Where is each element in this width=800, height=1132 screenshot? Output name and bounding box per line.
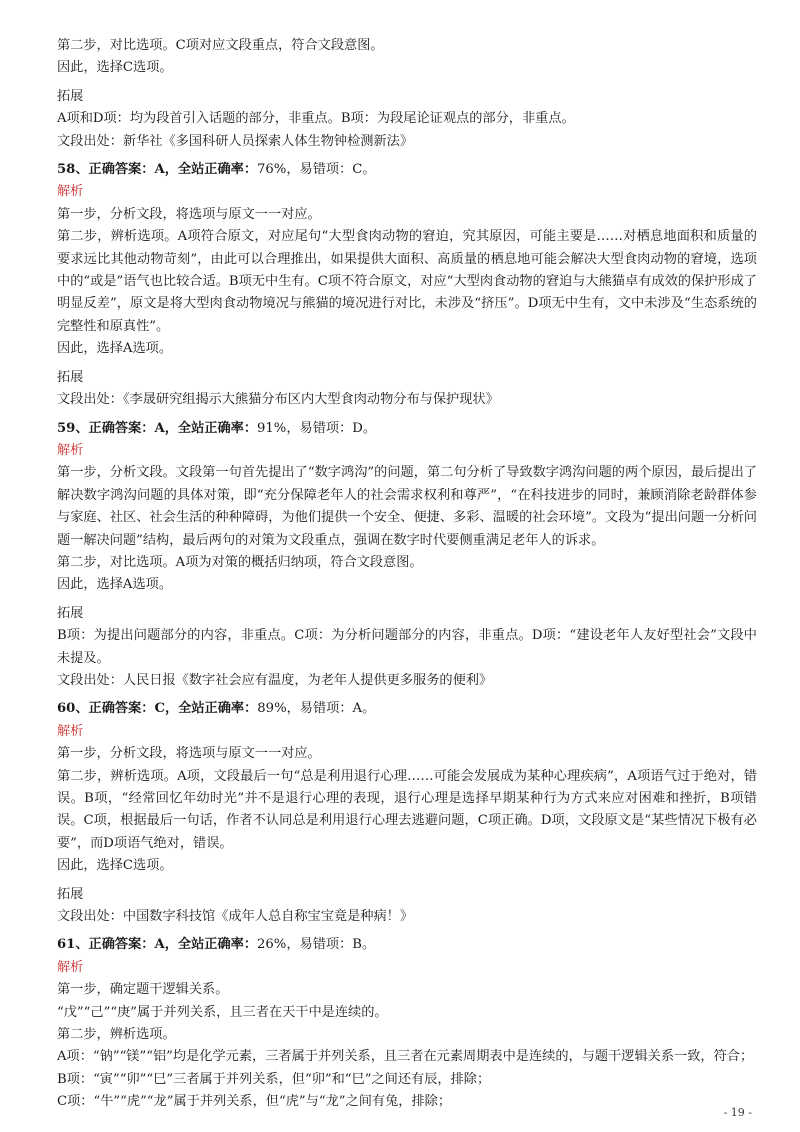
text-line: 第一步，分析文段，将选项与原文一一对应。 [57, 746, 321, 762]
answer-line [57, 159, 757, 181]
text-line: B项：为提出问题部分的内容，非重点。C项：为分析问题部分的内容，非重点。D项：“建设老年人友好型社会”文段中未提及。 [57, 628, 757, 666]
page-number: - 19 - [723, 1106, 752, 1119]
answer-line [57, 698, 757, 720]
text-line: 第一步，确定题干逻辑关系。 [57, 982, 229, 998]
answer-key: 59、正确答案：A，全站正确率： [57, 420, 258, 436]
text-line: 因此，选择A选项。 [57, 577, 173, 593]
answer-line [57, 934, 757, 956]
text-line: 文段出处：《李晟研究组揭示大熊猫分布区内大型食肉动物分布与保护现状》 [57, 392, 499, 408]
extension-heading: 拓展 [57, 88, 84, 104]
answer-stats: 26%，易错项：B。 [257, 937, 376, 953]
extension-heading: 拓展 [57, 605, 84, 621]
text-line: 第二步，辨析选项。 [57, 1027, 176, 1043]
text-line: 文段出处：新华社《多国科研人员探索人体生物钟检测新法》 [57, 133, 414, 149]
answer-line [57, 418, 757, 440]
answer-stats: 76%，易错项：C。 [257, 162, 376, 178]
text-line: “戊”“己”“庚”属于并列关系，且三者在天干中是连续的。 [57, 1004, 388, 1020]
text-line: 因此，选择C选项。 [57, 858, 173, 874]
answer-key: 58、正确答案：A，全站正确率： [57, 162, 258, 178]
text-line: 第一步，分析文段，将选项与原文一一对应。 [57, 206, 321, 222]
extension-heading: 拓展 [57, 369, 84, 385]
text-line: 第二步，对比选项。A项为对策的概括归纳项，符合文段意图。 [57, 554, 423, 570]
text-line: 第二步，辨析选项。A项符合原文，对应尾句“大型食肉动物的窘迫，究其原因，可能主要是……对栖息地面积和质量的要求远比其他动物苛刻”，由此可以合理推出，如果提供大面积、高质量的栖息地可能会解决大型食肉动物的窘境，选项中的“或是”语气也比较合适。B项无中生有。C项不符合原文，对应“大型肉食动物的窘迫与大熊猫卓有成效的保护形成了明显反差”，原文是将大型肉食动物境况与熊猫的境况进行对比，未涉及“挤压”。D项无中生有，文中未涉及“生态系统的完整性和原真性”。 [57, 229, 757, 334]
text-line: 文段出处：中国数字科技馆《成年人总自称宝宝竟是种病！》 [57, 909, 414, 925]
analysis-heading: 解析 [57, 959, 84, 975]
text-line: 文段出处：人民日报《数字社会应有温度，为老年人提供更多服务的便利》 [57, 672, 493, 688]
text-line: 第一步，分析文段。文段第一句首先提出了“数字鸿沟”的问题，第二句分析了导致数字鸿沟问题的两个原因，最后提出了解决数字鸿沟问题的具体对策，即“充分保障老年人的社会需求权利和尊严”，“在科技进步的同时，兼顾消除老龄群体参与家庭、社区、社会生活的种种障碍，为他们提供一个安全、便捷、多彩、温暖的社会环境”。文段为“提出问题一分析问题一解决问题”结构，最后两句的对策为文段重点，强调在数字时代要侧重满足老年人的诉求。 [57, 465, 757, 548]
answer-stats: 89%，易错项：A。 [257, 701, 376, 717]
text-line: 第二步，辨析选项。A项，文段最后一句“总是利用退行心理……可能会发展成为某种心理疾病”，A项语气过于绝对，错误。B项，“经常回忆年幼时光”并不是退行心理的表现，退行心理是选择早期某种行为方式来应对困难和挫折，B项错误。C项，根据最后一句话，作者不认同总是利用退行心理去逃避问题，C项正确。D项，文段原文是“某些情况下极有必要”，而D项语气绝对，错误。 [57, 768, 757, 851]
text-line: 第二步，对比选项。C项对应文段重点，符合文段意图。 [57, 38, 384, 53]
text-line: 因此，选择A选项。 [57, 341, 173, 357]
answer-stats: 91%，易错项：D。 [257, 420, 377, 436]
text-line: C项：“牛”“虎”“龙”属于并列关系，但“虎”与“龙”之间有兔，排除； [57, 1094, 452, 1110]
text-line: 因此，选择C选项。 [57, 60, 173, 76]
answer-key: 60、正确答案：C，全站正确率： [57, 701, 258, 717]
text-line: A项：“钠”“镁”“铝”均是化学元素，三者属于并列关系，且三者在元素周期表中是连续的，与题干逻辑关系一致，符合； [57, 1049, 754, 1065]
extension-heading: 拓展 [57, 886, 84, 902]
text-line: B项：“寅”“卯”“巳”三者属于并列关系，但“卯”和“巳”之间还有辰，排除； [57, 1071, 491, 1087]
analysis-heading: 解析 [57, 184, 84, 200]
analysis-heading: 解析 [57, 723, 84, 739]
analysis-heading: 解析 [57, 442, 84, 458]
answer-key: 61、正确答案：A，全站正确率： [57, 937, 258, 953]
text-line: A项和D项：均为段首引入话题的部分，非重点。B项：为段尾论证观点的部分，非重点。 [57, 111, 575, 127]
document-body [57, 35, 757, 1114]
